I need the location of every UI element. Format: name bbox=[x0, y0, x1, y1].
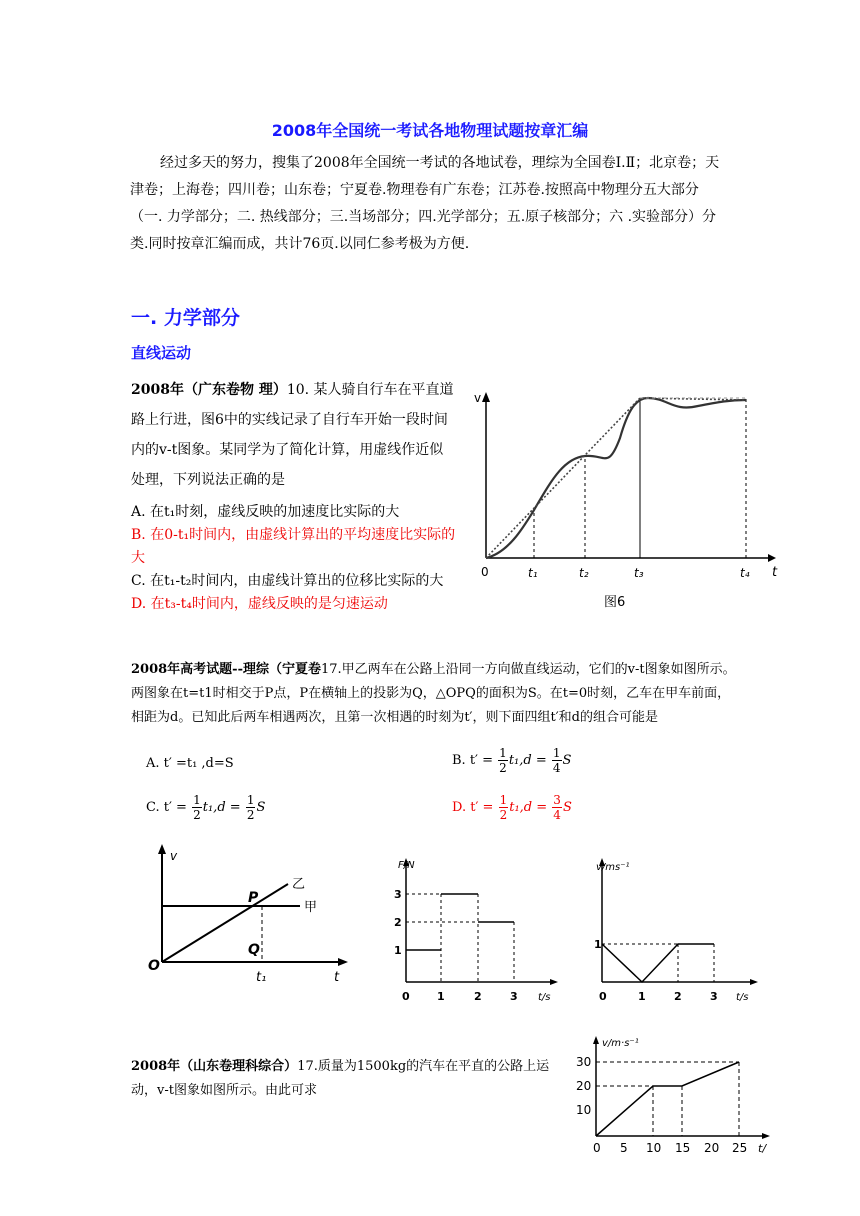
y-tick: 30 bbox=[576, 1055, 592, 1069]
q1-option-b: B. 在0-t₁时间内，由虚线计算出的平均速度比实际的大 bbox=[131, 527, 456, 566]
q1-vt-figure bbox=[468, 378, 788, 610]
x-tick: 10 bbox=[646, 1141, 662, 1155]
x-tick: 20 bbox=[704, 1141, 720, 1155]
q1-option-d: D. 在t₃-t₄时间内，虚线反映的是匀速运动 bbox=[131, 596, 388, 612]
denominator: 4 bbox=[553, 808, 561, 822]
q2-option-c bbox=[146, 793, 265, 822]
t-label: t bbox=[772, 565, 778, 580]
y-tick: 1 bbox=[394, 944, 402, 957]
fraction-three-quarters bbox=[552, 793, 562, 822]
intro-paragraph: 经过多天的努力，搜集了2008年全国统一考试的各地试卷，理综为全国卷Ⅰ.Ⅱ；北京卷；天津卷；上海卷；四川卷；山东卷；宁夏卷.物理卷有广东卷；江苏卷.按照高中物理分五大部分（一. 力学部分；二. 热线部分；三.当场部分；四.光学部分；五.原子核部分；六 .实验部分）分类.同时按章汇编而成，共计76页.以同仁参考极为方便. bbox=[130, 155, 720, 252]
q2-ft-figure bbox=[380, 852, 570, 1007]
t1-term: t₁, bbox=[508, 753, 524, 768]
y-tick: 3 bbox=[394, 888, 402, 901]
x-tick: 1 bbox=[437, 990, 445, 1003]
section-heading-mechanics: 一. 力学部分 bbox=[131, 307, 240, 329]
q1-stem: 10. 某人骑自行车在平直道路上行进，图6中的实线记录了自行车开始一段时间内的v-t图象。某同学为了简化计算，用虚线作近似处理，下列说法正确的是 bbox=[131, 382, 454, 488]
x-tick: 5 bbox=[620, 1141, 628, 1155]
option-label: D. t′ = bbox=[452, 800, 494, 815]
t1-label: t₁ bbox=[528, 566, 538, 580]
denominator: 2 bbox=[246, 808, 255, 822]
t4-label: t₄ bbox=[740, 566, 750, 580]
question-2 bbox=[131, 658, 741, 730]
q2-option-a: A. t′ =t₁ ,d=S bbox=[146, 756, 234, 771]
numerator: 1 bbox=[552, 746, 561, 760]
y-tick: 20 bbox=[576, 1079, 592, 1093]
d-term: d = bbox=[217, 800, 241, 815]
ylabel: v/ms⁻¹ bbox=[596, 862, 630, 873]
numerator: 1 bbox=[246, 793, 255, 807]
x-tick: 1 bbox=[638, 990, 646, 1003]
t3-label: t₃ bbox=[634, 566, 644, 580]
x-tick: 15 bbox=[675, 1141, 691, 1155]
subsection-heading-linear-motion: 直线运动 bbox=[131, 344, 192, 362]
s-term: S bbox=[562, 753, 572, 768]
fraction-half bbox=[499, 793, 509, 822]
numerator: 1 bbox=[193, 793, 201, 807]
t1-term: t₁, bbox=[202, 800, 218, 815]
page-title: 2008年全国统一考试各地物理试题按章汇编 bbox=[271, 121, 589, 140]
x-axis-label: t/s bbox=[538, 992, 551, 1003]
t1-term: t₁, bbox=[509, 800, 524, 815]
q3-stem: 17.质量为1500kg的汽车在平直的公路上运动，v-t图象如图所示。由此可求 bbox=[131, 1059, 550, 1098]
s-term: S bbox=[562, 800, 572, 815]
denominator: 2 bbox=[499, 808, 508, 822]
x-tick: 0 bbox=[599, 990, 607, 1003]
t2-label: t₂ bbox=[579, 566, 589, 580]
yi-line bbox=[162, 884, 288, 962]
p-label: P bbox=[248, 890, 259, 906]
x-axis-label: t/s bbox=[736, 992, 749, 1003]
q3-vt-figure bbox=[566, 1032, 776, 1156]
x-tick: 2 bbox=[474, 990, 482, 1003]
fraction-half bbox=[192, 793, 202, 822]
x-tick: 3 bbox=[510, 990, 518, 1003]
option-label: B. t′ = bbox=[452, 753, 494, 768]
question-3 bbox=[131, 1055, 561, 1103]
q1-option-c: C. 在t₁-t₂时间内，由虚线计算出的位移比实际的大 bbox=[131, 573, 444, 589]
ylabel: v/m·s⁻¹ bbox=[602, 1038, 639, 1049]
t-label: t bbox=[334, 970, 340, 985]
denominator: 2 bbox=[193, 808, 201, 822]
q2-source: 2008年高考试题--理综（宁夏卷 bbox=[131, 662, 321, 677]
q1-source: 2008年（广东卷物 理） bbox=[131, 382, 287, 398]
numerator: 3 bbox=[553, 793, 561, 807]
q2-option-b bbox=[452, 746, 571, 775]
x-tick: 3 bbox=[710, 990, 718, 1003]
y-tick: 1 bbox=[594, 938, 602, 951]
x-tick: 0 bbox=[402, 990, 410, 1003]
x-tick: 25 bbox=[732, 1141, 748, 1155]
denominator: 2 bbox=[499, 761, 507, 775]
q-label: Q bbox=[248, 942, 260, 958]
jia-label: 甲 bbox=[304, 900, 318, 915]
d-term: d = bbox=[523, 753, 547, 768]
d-term: d = bbox=[523, 800, 548, 815]
q2-stem: 17.甲乙两车在公路上沿同一方向做直线运动，它们的v-t图象如图所示。两图象在t=t1时相交于P点，P在横轴上的投影为Q，△OPQ的面积为S。在t=0时刻，乙车在甲车前面，相距为d。已知此后两车相遇两次，且第一次相遇的时刻为t′，则下面四组t′和d的组合可能是 bbox=[131, 662, 736, 725]
q1-option-a: A. 在t₁时刻，虚线反映的加速度比实际的大 bbox=[131, 504, 400, 520]
y-tick: 10 bbox=[576, 1103, 592, 1117]
figure-caption: 图6 bbox=[604, 595, 626, 610]
q3-source: 2008年（山东卷理科综合） bbox=[131, 1059, 298, 1074]
y-tick: 2 bbox=[394, 916, 402, 929]
ylabel: F/N bbox=[398, 860, 415, 871]
numerator: 1 bbox=[499, 746, 507, 760]
x-tick: 0 bbox=[593, 1141, 601, 1155]
denominator: 4 bbox=[552, 761, 561, 775]
numerator: 1 bbox=[499, 793, 508, 807]
fraction-half bbox=[246, 793, 256, 822]
x-axis-label: t/ bbox=[758, 1142, 767, 1155]
origin-label: 0 bbox=[481, 565, 489, 579]
t1-label: t₁ bbox=[256, 970, 267, 985]
x-tick: 2 bbox=[674, 990, 682, 1003]
fraction-quarter bbox=[552, 746, 562, 775]
q2-option-d bbox=[452, 793, 572, 822]
v-label: v bbox=[170, 849, 178, 863]
option-label: C. t′ = bbox=[146, 800, 187, 815]
fraction-half bbox=[498, 746, 508, 775]
o-label: O bbox=[148, 958, 160, 974]
s-term: S bbox=[256, 800, 266, 815]
q2-vt2-figure bbox=[590, 852, 770, 1007]
question-1 bbox=[131, 375, 456, 616]
v-label: v bbox=[474, 391, 482, 405]
q2-vt-figure bbox=[128, 842, 360, 992]
yi-label: 乙 bbox=[292, 877, 306, 892]
